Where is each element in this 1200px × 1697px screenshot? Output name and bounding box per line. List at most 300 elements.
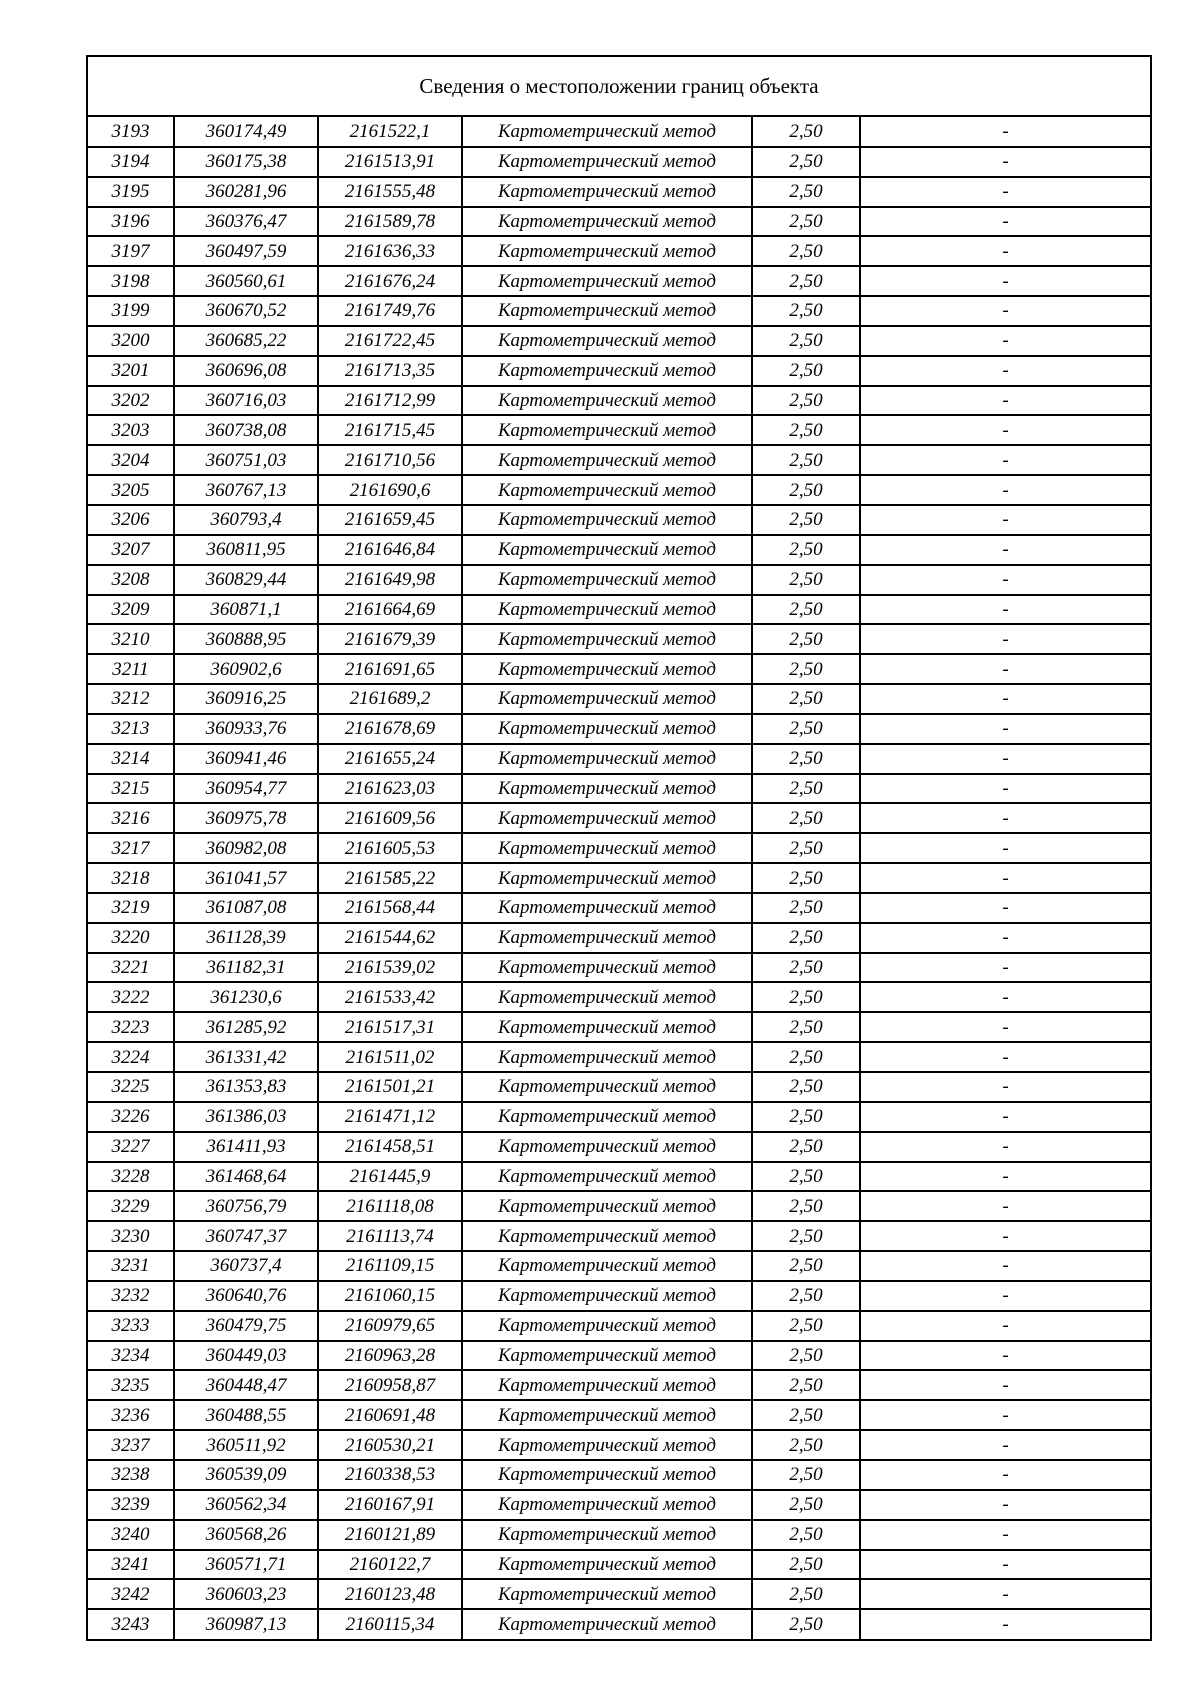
x-coordinate-cell: 360737,4 [174, 1251, 318, 1281]
y-coordinate-cell: 2160123,48 [318, 1579, 462, 1609]
method-cell: Картометрический метод [462, 1281, 752, 1311]
description-cell: - [860, 893, 1150, 923]
accuracy-cell: 2,50 [752, 266, 860, 296]
y-coordinate-cell: 2161712,99 [318, 386, 462, 416]
description-cell: - [860, 982, 1150, 1012]
x-coordinate-cell: 360716,03 [174, 386, 318, 416]
table-row [88, 803, 1150, 833]
accuracy-cell: 2,50 [752, 1550, 860, 1580]
table-row [88, 1012, 1150, 1042]
y-coordinate-cell: 2161471,12 [318, 1102, 462, 1132]
description-cell: - [860, 863, 1150, 893]
point-number-cell: 3233 [88, 1311, 174, 1341]
accuracy-cell: 2,50 [752, 1102, 860, 1132]
method-cell: Картометрический метод [462, 774, 752, 804]
point-number-cell: 3225 [88, 1072, 174, 1102]
y-coordinate-cell: 2161555,48 [318, 177, 462, 207]
x-coordinate-cell: 360747,37 [174, 1221, 318, 1251]
table-row [88, 1579, 1150, 1609]
method-cell: Картометрический метод [462, 147, 752, 177]
method-cell: Картометрический метод [462, 1191, 752, 1221]
x-coordinate-cell: 360982,08 [174, 833, 318, 863]
method-cell: Картометрический метод [462, 1221, 752, 1251]
x-coordinate-cell: 360916,25 [174, 684, 318, 714]
y-coordinate-cell: 2161458,51 [318, 1132, 462, 1162]
description-cell: - [860, 236, 1150, 266]
x-coordinate-cell: 360902,6 [174, 654, 318, 684]
method-cell: Картометрический метод [462, 1400, 752, 1430]
table-row [88, 1400, 1150, 1430]
table-row [88, 1132, 1150, 1162]
accuracy-cell: 2,50 [752, 1251, 860, 1281]
method-cell: Картометрический метод [462, 624, 752, 654]
accuracy-cell: 2,50 [752, 535, 860, 565]
point-number-cell: 3234 [88, 1341, 174, 1371]
method-cell: Картометрический метод [462, 505, 752, 535]
point-number-cell: 3212 [88, 684, 174, 714]
method-cell: Картометрический метод [462, 565, 752, 595]
method-cell: Картометрический метод [462, 1460, 752, 1490]
description-cell: - [860, 1490, 1150, 1520]
y-coordinate-cell: 2161501,21 [318, 1072, 462, 1102]
method-cell: Картометрический метод [462, 236, 752, 266]
accuracy-cell: 2,50 [752, 803, 860, 833]
table-row [88, 535, 1150, 565]
method-cell: Картометрический метод [462, 953, 752, 983]
x-coordinate-cell: 360670,52 [174, 296, 318, 326]
x-coordinate-cell: 360449,03 [174, 1341, 318, 1371]
point-number-cell: 3238 [88, 1460, 174, 1490]
method-cell: Картометрический метод [462, 475, 752, 505]
description-cell: - [860, 714, 1150, 744]
method-cell: Картометрический метод [462, 654, 752, 684]
method-cell: Картометрический метод [462, 1550, 752, 1580]
table-row [88, 624, 1150, 654]
y-coordinate-cell: 2161646,84 [318, 535, 462, 565]
point-number-cell: 3229 [88, 1191, 174, 1221]
description-cell: - [1002, 1614, 1009, 1636]
x-coordinate-cell: 361041,57 [174, 863, 318, 893]
point-number-cell: 3221 [88, 953, 174, 983]
x-coordinate-cell: 361331,42 [174, 1042, 318, 1072]
table-row [88, 1550, 1150, 1580]
table-row [88, 326, 1150, 356]
y-coordinate-cell: 2161659,45 [318, 505, 462, 535]
description-cell: - [860, 565, 1150, 595]
method-cell: Картометрический метод [462, 1370, 752, 1400]
x-coordinate-cell: 360640,76 [174, 1281, 318, 1311]
x-coordinate-cell: 360497,59 [174, 236, 318, 266]
x-coordinate-cell: 360562,34 [174, 1490, 318, 1520]
x-coordinate-cell: 360987,13 [174, 1609, 318, 1639]
method-cell: Картометрический метод [462, 1042, 752, 1072]
description-cell: - [860, 654, 1150, 684]
point-number-cell: 3220 [88, 923, 174, 953]
accuracy-cell: 2,50 [752, 1191, 860, 1221]
method-cell: Картометрический метод [462, 803, 752, 833]
accuracy-cell: 2,50 [752, 1341, 860, 1371]
accuracy-cell: 2,50 [752, 296, 860, 326]
table-row [88, 386, 1150, 416]
point-number-cell: 3219 [88, 893, 174, 923]
method-cell: Картометрический метод [462, 1311, 752, 1341]
description-cell: - [860, 953, 1150, 983]
table-row [88, 1072, 1150, 1102]
accuracy-cell: 2,50 [752, 744, 860, 774]
description-cell: - [860, 356, 1150, 386]
y-coordinate-cell: 2161715,45 [318, 415, 462, 445]
accuracy-cell: 2,50 [752, 953, 860, 983]
table-row [88, 236, 1150, 266]
table-row [88, 1341, 1150, 1371]
x-coordinate-cell: 360281,96 [174, 177, 318, 207]
y-coordinate-cell: 2161713,35 [318, 356, 462, 386]
accuracy-cell: 2,50 [752, 1609, 860, 1639]
table-row [88, 1281, 1150, 1311]
x-coordinate-cell: 360767,13 [174, 475, 318, 505]
method-cell: Картометрический метод [462, 833, 752, 863]
table-row [88, 863, 1150, 893]
x-coordinate-cell: 360829,44 [174, 565, 318, 595]
x-coordinate-cell: 360571,71 [174, 1550, 318, 1580]
description-cell: - [860, 1251, 1150, 1281]
accuracy-cell: 2,50 [752, 445, 860, 475]
method-cell: Картометрический метод [462, 356, 752, 386]
y-coordinate-cell: 2161544,62 [318, 923, 462, 953]
point-number-cell: 3196 [88, 207, 174, 237]
description-cell: - [860, 445, 1150, 475]
description-cell: - [860, 774, 1150, 804]
table-row [88, 923, 1150, 953]
y-coordinate-cell: 2161585,22 [318, 863, 462, 893]
x-coordinate-cell: 360751,03 [174, 445, 318, 475]
table-row [88, 595, 1150, 625]
description-cell: - [860, 1311, 1150, 1341]
point-number-cell: 3214 [88, 744, 174, 774]
method-cell: Картометрический метод [462, 1072, 752, 1102]
accuracy-cell: 2,50 [752, 565, 860, 595]
y-coordinate-cell: 2161568,44 [318, 893, 462, 923]
x-coordinate-cell: 361353,83 [174, 1072, 318, 1102]
method-cell: Картометрический метод [462, 386, 752, 416]
table-row [88, 177, 1150, 207]
description-cell: - [860, 833, 1150, 863]
y-coordinate-cell: 2161678,69 [318, 714, 462, 744]
x-coordinate-cell: 360568,26 [174, 1520, 318, 1550]
table-row [88, 774, 1150, 804]
y-coordinate-cell: 2161609,56 [318, 803, 462, 833]
accuracy-cell: 2,50 [752, 1042, 860, 1072]
table-row [88, 147, 1150, 177]
description-cell: - [860, 1370, 1150, 1400]
method-cell: Картометрический метод [462, 1251, 752, 1281]
method-cell: Картометрический метод [462, 1609, 752, 1639]
point-number-cell: 3205 [88, 475, 174, 505]
x-coordinate-cell: 361411,93 [174, 1132, 318, 1162]
point-number-cell: 3227 [88, 1132, 174, 1162]
point-number-cell: 3224 [88, 1042, 174, 1072]
table-row [88, 1460, 1150, 1490]
x-coordinate-cell: 361285,92 [174, 1012, 318, 1042]
y-coordinate-cell: 2161605,53 [318, 833, 462, 863]
point-number-cell: 3199 [88, 296, 174, 326]
method-cell: Картометрический метод [462, 177, 752, 207]
x-coordinate-cell: 361468,64 [174, 1162, 318, 1192]
table-row [88, 1609, 1150, 1639]
accuracy-cell: 2,50 [752, 923, 860, 953]
method-cell: Картометрический метод [462, 1341, 752, 1371]
table-row [88, 953, 1150, 983]
method-cell: Картометрический метод [462, 117, 752, 147]
point-number-cell: 3208 [88, 565, 174, 595]
table-row [88, 982, 1150, 1012]
y-coordinate-cell: 2161689,2 [318, 684, 462, 714]
point-number-cell: 3200 [88, 326, 174, 356]
point-number-cell: 3239 [88, 1490, 174, 1520]
x-coordinate-cell: 360811,95 [174, 535, 318, 565]
point-number-cell: 3197 [88, 236, 174, 266]
table-row [88, 565, 1150, 595]
table-row [88, 1251, 1150, 1281]
x-coordinate-cell: 360448,47 [174, 1370, 318, 1400]
y-coordinate-cell: 2160122,7 [318, 1550, 462, 1580]
table-row [88, 833, 1150, 863]
description-cell: - [860, 505, 1150, 535]
description-cell: - [860, 1012, 1150, 1042]
x-coordinate-cell: 361386,03 [174, 1102, 318, 1132]
accuracy-cell: 2,50 [752, 207, 860, 237]
description-cell: - [860, 1102, 1150, 1132]
table-row [88, 356, 1150, 386]
accuracy-cell: 2,50 [752, 1370, 860, 1400]
y-coordinate-cell: 2161589,78 [318, 207, 462, 237]
y-coordinate-cell: 2161649,98 [318, 565, 462, 595]
y-coordinate-cell: 2160963,28 [318, 1341, 462, 1371]
accuracy-cell: 2,50 [752, 1132, 860, 1162]
y-coordinate-cell: 2161511,02 [318, 1042, 462, 1072]
accuracy-cell: 2,50 [752, 1072, 860, 1102]
description-cell: - [860, 595, 1150, 625]
method-cell: Картометрический метод [462, 1579, 752, 1609]
x-coordinate-cell: 360560,61 [174, 266, 318, 296]
x-coordinate-cell: 361182,31 [174, 953, 318, 983]
y-coordinate-cell: 2161522,1 [318, 117, 462, 147]
description-cell: - [860, 1579, 1150, 1609]
point-number-cell: 3207 [88, 535, 174, 565]
x-coordinate-cell: 361230,6 [174, 982, 318, 1012]
table-row [88, 654, 1150, 684]
y-coordinate-cell: 2161749,76 [318, 296, 462, 326]
y-coordinate-cell: 2160338,53 [318, 1460, 462, 1490]
method-cell: Картометрический метод [462, 535, 752, 565]
x-coordinate-cell: 360888,95 [174, 624, 318, 654]
method-cell: Картометрический метод [462, 1490, 752, 1520]
point-number-cell: 3211 [88, 654, 174, 684]
method-cell: Картометрический метод [462, 744, 752, 774]
y-coordinate-cell: 2160979,65 [318, 1311, 462, 1341]
table-row [88, 1311, 1150, 1341]
accuracy-cell: 2,50 [752, 624, 860, 654]
method-cell: Картометрический метод [462, 1162, 752, 1192]
method-cell: Картометрический метод [462, 296, 752, 326]
description-cell: - [860, 803, 1150, 833]
point-number-cell: 3216 [88, 803, 174, 833]
point-number-cell: 3230 [88, 1221, 174, 1251]
description-cell: - [860, 1221, 1150, 1251]
point-number-cell: 3223 [88, 1012, 174, 1042]
table-row [88, 744, 1150, 774]
table-row [88, 1221, 1150, 1251]
point-number-cell: 3231 [88, 1251, 174, 1281]
point-number-cell: 3198 [88, 266, 174, 296]
point-number-cell: 3194 [88, 147, 174, 177]
accuracy-cell: 2,50 [752, 356, 860, 386]
y-coordinate-cell: 2161710,56 [318, 445, 462, 475]
accuracy-cell: 2,50 [752, 1460, 860, 1490]
accuracy-cell: 2,50 [752, 1281, 860, 1311]
table-row [88, 415, 1150, 445]
method-cell: Картометрический метод [462, 923, 752, 953]
table-row [88, 1490, 1150, 1520]
y-coordinate-cell: 2161517,31 [318, 1012, 462, 1042]
table-row [88, 1370, 1150, 1400]
boundary-table-sheet [86, 55, 1152, 1641]
y-coordinate-cell: 2161109,15 [318, 1251, 462, 1281]
table-row [88, 296, 1150, 326]
point-number-cell: 3195 [88, 177, 174, 207]
table-row [88, 475, 1150, 505]
x-coordinate-cell: 360685,22 [174, 326, 318, 356]
accuracy-cell: 2,50 [752, 1162, 860, 1192]
accuracy-cell: 2,50 [752, 147, 860, 177]
description-cell: - [860, 326, 1150, 356]
accuracy-cell: 2,50 [752, 505, 860, 535]
accuracy-cell: 2,50 [752, 1311, 860, 1341]
accuracy-cell: 2,50 [752, 1520, 860, 1550]
method-cell: Картометрический метод [462, 1012, 752, 1042]
description-cell: - [860, 117, 1150, 147]
point-number-cell: 3204 [88, 445, 174, 475]
point-number-cell: 3232 [88, 1281, 174, 1311]
accuracy-cell: 2,50 [752, 326, 860, 356]
x-coordinate-cell: 360975,78 [174, 803, 318, 833]
table-row [88, 207, 1150, 237]
description-cell: - [860, 296, 1150, 326]
point-number-cell: 3243 [88, 1609, 174, 1639]
description-cell: - [860, 1430, 1150, 1460]
description-cell: - [860, 744, 1150, 774]
description-cell: - [860, 923, 1150, 953]
description-cell: - [860, 177, 1150, 207]
description-cell: - [860, 1132, 1150, 1162]
accuracy-cell: 2,50 [752, 1012, 860, 1042]
method-cell: Картометрический метод [462, 982, 752, 1012]
method-cell: Картометрический метод [462, 415, 752, 445]
y-coordinate-cell: 2161722,45 [318, 326, 462, 356]
y-coordinate-cell: 2161533,42 [318, 982, 462, 1012]
y-coordinate-cell: 2160530,21 [318, 1430, 462, 1460]
table-row [88, 1191, 1150, 1221]
accuracy-cell: 2,50 [752, 386, 860, 416]
y-coordinate-cell: 2160167,91 [318, 1490, 462, 1520]
method-cell: Картометрический метод [462, 863, 752, 893]
accuracy-cell: 2,50 [752, 774, 860, 804]
y-coordinate-cell: 2160115,34 [318, 1609, 462, 1639]
point-number-cell: 3237 [88, 1430, 174, 1460]
y-coordinate-cell: 2161113,74 [318, 1221, 462, 1251]
table-row [88, 117, 1150, 147]
point-number-cell: 3240 [88, 1520, 174, 1550]
x-coordinate-cell: 360479,75 [174, 1311, 318, 1341]
accuracy-cell: 2,50 [752, 684, 860, 714]
method-cell: Картометрический метод [462, 684, 752, 714]
point-number-cell: 3236 [88, 1400, 174, 1430]
description-cell: - [860, 684, 1150, 714]
method-cell: Картометрический метод [462, 1132, 752, 1162]
table-row [88, 1430, 1150, 1460]
point-number-cell: 3203 [88, 415, 174, 445]
y-coordinate-cell: 2161690,6 [318, 475, 462, 505]
x-coordinate-cell: 360738,08 [174, 415, 318, 445]
y-coordinate-cell: 2161118,08 [318, 1191, 462, 1221]
accuracy-cell: 2,50 [752, 236, 860, 266]
table-row [88, 266, 1150, 296]
description-cell: - [860, 386, 1150, 416]
accuracy-cell: 2,50 [752, 1221, 860, 1251]
description-cell: - [860, 1520, 1150, 1550]
x-coordinate-cell: 360871,1 [174, 595, 318, 625]
x-coordinate-cell: 361087,08 [174, 893, 318, 923]
accuracy-cell: 2,50 [752, 475, 860, 505]
y-coordinate-cell: 2161676,24 [318, 266, 462, 296]
point-number-cell: 3215 [88, 774, 174, 804]
x-coordinate-cell: 360376,47 [174, 207, 318, 237]
description-cell: - [860, 147, 1150, 177]
x-coordinate-cell: 360941,46 [174, 744, 318, 774]
accuracy-cell: 2,50 [752, 654, 860, 684]
method-cell: Картометрический метод [462, 326, 752, 356]
x-coordinate-cell: 360933,76 [174, 714, 318, 744]
method-cell: Картометрический метод [462, 714, 752, 744]
point-number-cell: 3242 [88, 1579, 174, 1609]
table-row [88, 684, 1150, 714]
y-coordinate-cell: 2160691,48 [318, 1400, 462, 1430]
method-cell: Картометрический метод [462, 266, 752, 296]
table-row [88, 1162, 1150, 1192]
table-row [88, 1102, 1150, 1132]
accuracy-cell: 2,50 [752, 177, 860, 207]
x-coordinate-cell: 360175,38 [174, 147, 318, 177]
point-number-cell: 3206 [88, 505, 174, 535]
accuracy-cell: 2,50 [752, 1579, 860, 1609]
point-number-cell: 3217 [88, 833, 174, 863]
accuracy-cell: 2,50 [752, 863, 860, 893]
boundary-points-table [88, 117, 1150, 1639]
x-coordinate-cell: 360603,23 [174, 1579, 318, 1609]
accuracy-cell: 2,50 [752, 415, 860, 445]
point-number-cell: 3210 [88, 624, 174, 654]
y-coordinate-cell: 2160121,89 [318, 1520, 462, 1550]
description-cell: - [860, 1191, 1150, 1221]
y-coordinate-cell: 2161513,91 [318, 147, 462, 177]
description-cell: - [860, 1341, 1150, 1371]
description-cell: - [860, 1072, 1150, 1102]
method-cell: Картометрический метод [462, 893, 752, 923]
point-number-cell: 3193 [88, 117, 174, 147]
x-coordinate-cell: 360954,77 [174, 774, 318, 804]
table-row [88, 505, 1150, 535]
point-number-cell: 3201 [88, 356, 174, 386]
